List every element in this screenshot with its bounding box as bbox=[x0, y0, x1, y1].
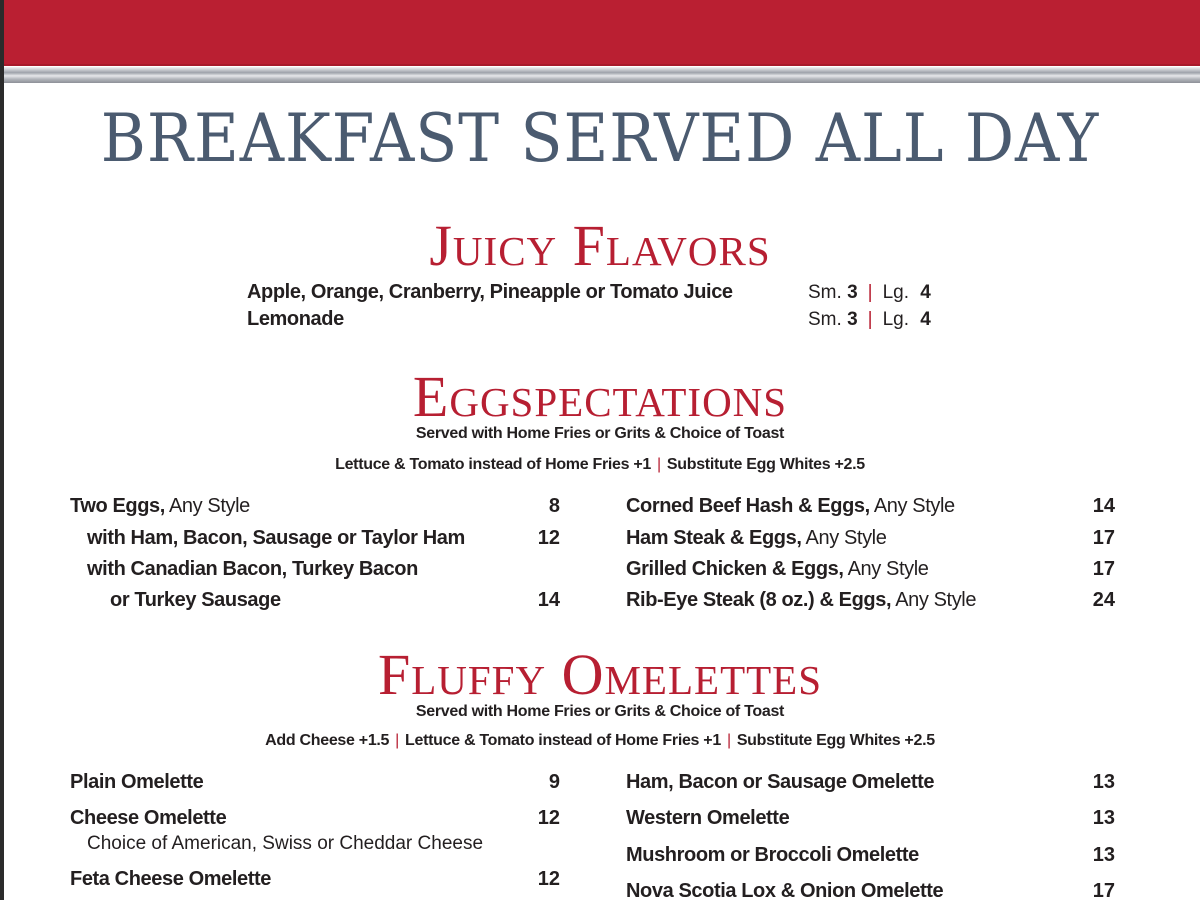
page-title: BREAKFAST SERVED ALL DAY bbox=[100, 100, 1100, 177]
window-edge bbox=[0, 0, 4, 900]
section-heading-eggs: Eggspectations bbox=[412, 364, 788, 429]
item-price: 17 bbox=[1092, 880, 1115, 902]
item-name: or Turkey Sausage bbox=[110, 589, 281, 611]
served-note: Served with Home Fries or Grits & Choice of Toast bbox=[415, 425, 785, 442]
item-price: 24 bbox=[1092, 589, 1115, 611]
item-price: 12 bbox=[537, 807, 560, 829]
item-option: Any Style bbox=[164, 495, 250, 517]
item-price: 13 bbox=[1092, 771, 1115, 793]
item-price: 8 bbox=[548, 495, 560, 517]
menu-item bbox=[626, 495, 955, 518]
menu-item: Mushroom or Broccoli Omelette bbox=[626, 844, 919, 866]
menu-item: Feta Cheese Omelette bbox=[70, 868, 271, 890]
menu-item: Ham, Bacon or Sausage Omelette bbox=[626, 771, 935, 793]
item-name: Two Eggs, bbox=[70, 495, 165, 517]
item-price: 17 bbox=[1092, 527, 1115, 549]
served-note: Served with Home Fries or Grits & Choice of Toast bbox=[415, 703, 785, 720]
item-price: 9 bbox=[548, 771, 560, 793]
menu-item bbox=[87, 558, 418, 581]
menu-item bbox=[626, 558, 928, 581]
item-name: Rib-Eye Steak (8 oz.) & Eggs, bbox=[626, 589, 892, 611]
item-option: Any Style bbox=[801, 527, 887, 549]
item-price: 13 bbox=[1092, 807, 1115, 829]
menu-item bbox=[110, 589, 281, 612]
juice-price: Sm. 3 | Lg. 4 bbox=[808, 309, 931, 330]
item-name: Ham Steak & Eggs, bbox=[626, 527, 802, 549]
menu-item bbox=[626, 589, 976, 612]
menu-item bbox=[70, 495, 250, 518]
addons-note: Lettuce & Tomato instead of Home Fries +1 | Substitute Egg Whites +2.5 bbox=[335, 456, 865, 473]
menu-item: Plain Omelette bbox=[70, 771, 204, 793]
item-price: 12 bbox=[537, 527, 560, 549]
section-heading-omelettes: Fluffy Omelettes bbox=[377, 642, 823, 707]
item-price: 13 bbox=[1092, 844, 1115, 866]
header-band bbox=[4, 0, 1200, 66]
item-name: with Canadian Bacon, Turkey Bacon bbox=[87, 558, 418, 580]
item-name: with Ham, Bacon, Sausage or Taylor Ham bbox=[87, 527, 465, 549]
menu-item: Cheese Omelette bbox=[70, 807, 227, 829]
item-price: 17 bbox=[1092, 558, 1115, 580]
juice-price: Sm. 3 | Lg. 4 bbox=[808, 282, 931, 303]
item-price: 14 bbox=[1092, 495, 1115, 517]
menu-item bbox=[87, 527, 465, 550]
menu-item: Nova Scotia Lox & Onion Omelette bbox=[626, 880, 944, 902]
item-option: Any Style bbox=[869, 495, 955, 517]
item-option: Any Style bbox=[891, 589, 977, 611]
menu-item bbox=[626, 527, 886, 550]
menu-item: Lemonade bbox=[247, 308, 344, 330]
section-heading-juicy: Juicy Flavors bbox=[429, 213, 771, 278]
header-stripe bbox=[4, 67, 1200, 83]
item-price: 14 bbox=[537, 589, 560, 611]
menu-item: Western Omelette bbox=[626, 807, 790, 829]
addons-note: Add Cheese +1.5 | Lettuce & Tomato instead of Home Fries +1 | Substitute Egg Whites +2.5 bbox=[265, 732, 935, 749]
item-description: Choice of American, Swiss or Cheddar Cheese bbox=[87, 833, 484, 854]
item-name: Grilled Chicken & Eggs, bbox=[626, 558, 844, 580]
item-name: Corned Beef Hash & Eggs, bbox=[626, 495, 870, 517]
item-option: Any Style bbox=[843, 558, 929, 580]
menu-item: Apple, Orange, Cranberry, Pineapple or Tomato Juice bbox=[247, 281, 733, 303]
item-price: 12 bbox=[537, 868, 560, 890]
